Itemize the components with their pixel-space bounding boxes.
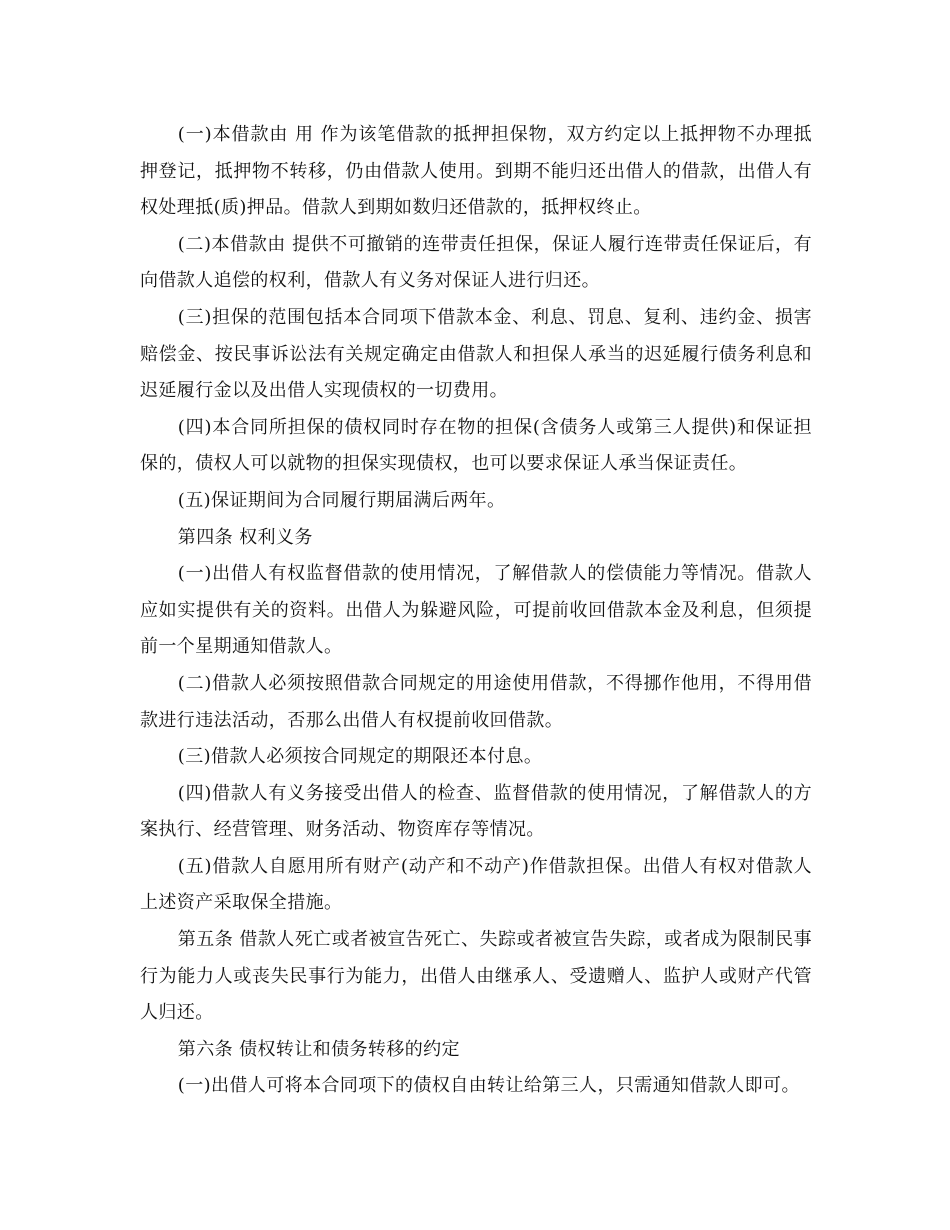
article-4-heading: 第四条 权利义务 (177, 526, 313, 548)
paragraph-mixed-security: (四)本合同所担保的债权同时存在物的担保(含债务人或第三人提供)和保证担保的，债权人可以就物的担保实现债权，也可以要求保证人承当保证责任。 (140, 416, 812, 475)
paragraph-guarantee: (二)本借款由 提供不可撤销的连带责任担保，保证人履行连带责任保证后，有向借款人追偿的权利，借款人有义务对保证人进行归还。 (140, 233, 812, 292)
paragraph-loan-usage: (二)借款人必须按照借款合同规定的用途使用借款，不得挪作他用，不得用借款进行违法活动，否那么出借人有权提前收回借款。 (140, 672, 812, 731)
paragraph-lender-rights: (一)出借人有权监督借款的使用情况，了解借款人的偿债能力等情况。借款人应如实提供有关的资料。出借人为躲避风险，可提前收回借款本金及利息，但须提前一个星期通知借款人。 (140, 563, 812, 658)
paragraph-property-security: (五)借款人自愿用所有财产(动产和不动产)作借款担保。出借人有权对借款人上述资产采取保全措施。 (140, 855, 812, 914)
paragraph-claim-transfer: (一)出借人可将本合同项下的债权自由转让给第三人，只需通知借款人即可。 (177, 1075, 800, 1097)
paragraph-guarantee-scope: (三)担保的范围包括本合同项下借款本金、利息、罚息、复利、违约金、损害赔偿金、按民事诉讼法有关规定确定由借款人和担保人承当的迟延履行债务利息和迟延履行金以及出借人实现债权的一切费用。 (140, 306, 812, 402)
article-6-heading: 第六条 债权转让和债务转移的约定 (177, 1038, 460, 1060)
article-5-paragraph: 第五条 借款人死亡或者被宣告死亡、失踪或者被宣告失踪，或者成为限制民事行为能力人或丧失民事行为能力，出借人由继承人、受遗赠人、监护人或财产代管人归还。 (140, 929, 812, 1024)
paragraph-repayment-term: (三)借款人必须按合同规定的期限还本付息。 (177, 746, 543, 768)
paragraph-guarantee-period: (五)保证期间为合同履行期届满后两年。 (177, 489, 506, 511)
document-body (140, 117, 812, 1105)
paragraph-pledge: (一)本借款由 用 作为该笔借款的抵押担保物，双方约定以上抵押物不办理抵押登记，抵押物不转移，仍由借款人使用。到期不能归还出借人的借款，出借人有权处理抵(质)押品。借款人到期如数归还借款的，抵押权终止。 (140, 124, 812, 219)
paragraph-inspection: (四)借款人有义务接受出借人的检查、监督借款的使用情况，了解借款人的方案执行、经营管理、财务活动、物资库存等情况。 (140, 782, 812, 841)
